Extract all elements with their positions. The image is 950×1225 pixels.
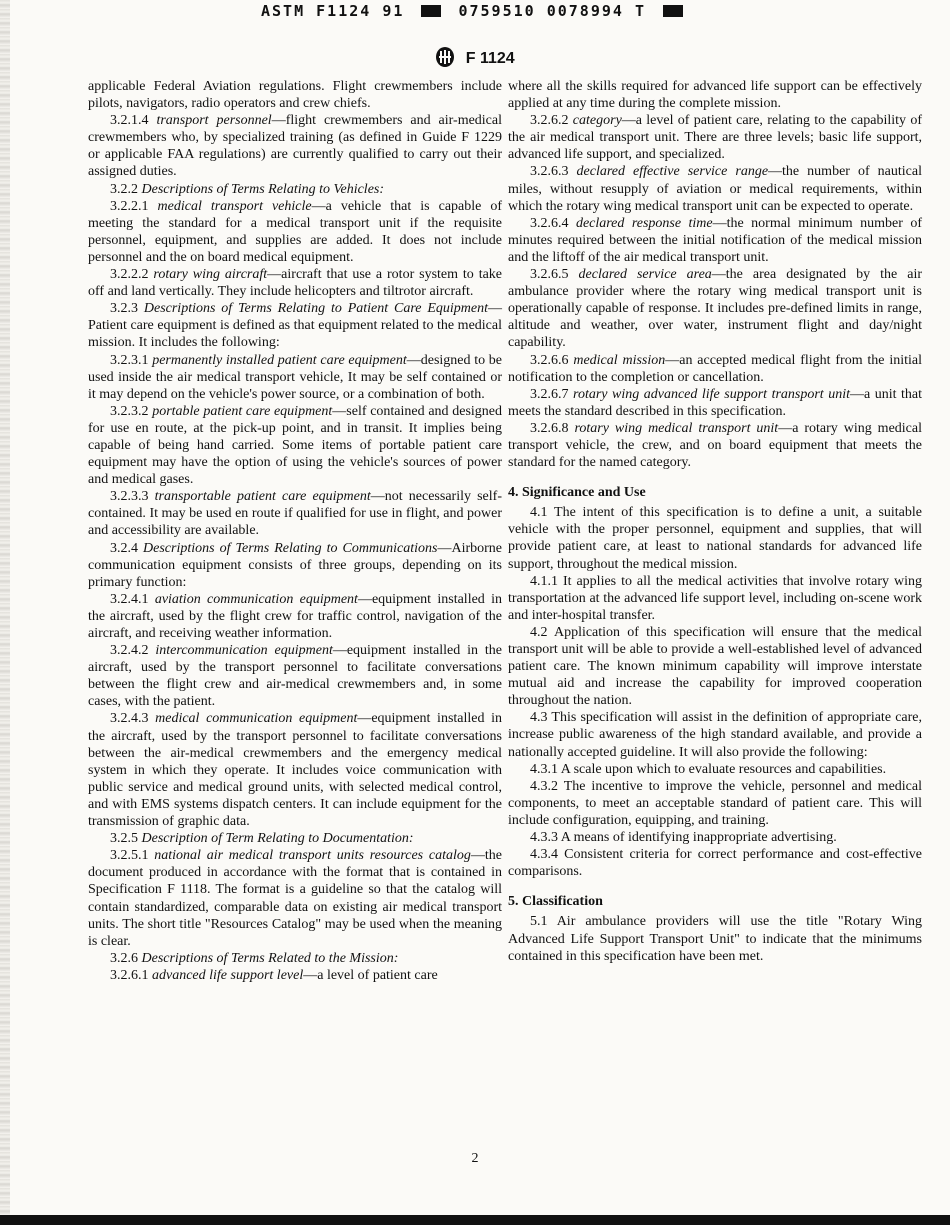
paragraph: applicable Federal Aviation regulations. Flight crewmembers include pilots, navigators, radio operators and crew chiefs. [88, 79, 502, 112]
paragraph: 4.2 Application of this specification will ensure that the medical transport unit will be able to provide a well-established level of advanced patient care. The known minimum capability will improve interstate mutual aid and increase the capability for improved cooperation throughout the nation. [508, 624, 922, 709]
definition-paragraph: 3.2.6.6 medical mission—an accepted medical flight from the initial notification to the completion or cancellation. [508, 352, 923, 385]
section-heading: 5. Classification [508, 894, 603, 910]
definition-paragraph: 3.2.6.7 rotary wing advanced life support transport unit—a unit that meets the standard described in this specification. [508, 386, 923, 419]
definition-paragraph: 3.2.4 Descriptions of Terms Relating to Communications—Airborne communication equipment consists of three groups, depending on its primary function: [88, 540, 502, 590]
definition-paragraph: 3.2.6.3 declared effective service range—the number of nautical miles, without resupply of aviation or medical requirements, within which the rotary wing medical transport unit can be expected to operate. [508, 164, 922, 214]
paragraph: 4.1 The intent of this specification is to define a unit, a suitable vehicle with the proper personnel, equipment and supplies, that will provide patient care, at least to national standards for advanced life support, throughout the medical mission. [508, 505, 922, 572]
definition-paragraph: 3.2.3 Descriptions of Terms Relating to Patient Care Equipment—Patient care equipment is defined as that equipment related to the medical mission. It includes the following: [88, 301, 503, 351]
right-column [508, 78, 922, 965]
definition-paragraph: 3.2.4.1 aviation communication equipment—equipment installed in the aircraft, used by the flight crew for traffic control, navigation of the aircraft, and receiving weather information. [88, 591, 502, 641]
astm-logo-icon [435, 46, 455, 73]
definition-paragraph: 3.2.1.4 transport personnel—flight crewmembers and air-medical crewmembers who, by specialized training (as defined in Guide F 1229 or applicable FAA regulations) are currently qualified to carry out their assigned duties. [88, 113, 502, 180]
paragraph: 4.3.4 Consistent criteria for correct performance and cost-effective comparisons. [508, 847, 922, 880]
definition-paragraph: 3.2.4.2 intercommunication equipment—equipment installed in the aircraft, used by the transport personnel to facilitate conversations between the flight crew and air-medical crewmembers and, in some cases, with the patient. [88, 643, 503, 710]
paragraph: where all the skills required for advanced life support can be effectively applied at any time during the complete mission. [508, 79, 922, 112]
definition-paragraph: 3.2.3.2 portable patient care equipment—self contained and designed for use en route, at the pick-up point, and in transit. It implies being capable of being hand carried. Some items of portable patient care equipment may have the option of using the vehicle's sources of power and medical gases. [88, 403, 503, 488]
definition-paragraph: 3.2.6.8 rotary wing medical transport unit—a rotary wing medical transport vehicle, the crew, and on board equipment that meets the standard for the named category. [508, 420, 922, 471]
subsection-heading: 3.2.2 Descriptions of Terms Relating to Vehicles: [110, 181, 385, 197]
document-reference-line [0, 2, 950, 20]
paragraph: 5.1 Air ambulance providers will use the title "Rotary Wing Advanced Life Support Transport Unit" to indicate that the minimums contained in this specification have been met. [508, 914, 922, 964]
definition-paragraph: 3.2.2.1 medical transport vehicle—a vehicle that is capable of meeting the standard for a medical transport unit if the requisite personnel, equipment, and supplies are added. It does not include personnel and the on board medical equipment. [88, 198, 503, 265]
left-column [88, 78, 502, 984]
subsection-heading: 3.2.5 Description of Term Relating to Documentation: [110, 831, 414, 847]
section-heading: 4. Significance and Use [508, 485, 646, 501]
definition-paragraph: 3.2.5.1 national air medical transport units resources catalog—the document produced in accordance with the format that is contained in Specification F 1118. The format is a guideline so that the catalog will contain standardized, comparable data on existing air medical transport units. The short title "Resources Catalog" may be used when the meaning is clear. [88, 848, 502, 949]
standard-designation: F 1124 [465, 50, 515, 67]
paragraph: 4.3.3 A means of identifying inappropriate advertising. [530, 830, 837, 846]
doc-ref-part2: 0759510 0078994 T [458, 2, 646, 20]
scan-bottom-border [0, 1215, 950, 1225]
definition-paragraph: 3.2.4.3 medical communication equipment—equipment installed in the aircraft, used by the transport personnel to facilitate conversations between the air-medical crewmembers and the emergency medical system in which they operate. It includes voice communication with public service and medical ground units, with selected medical control, and with EMS systems dispatch centers. It can include equipment for the transmission of graphic data. [88, 711, 502, 830]
definition-paragraph: 3.2.6.1 advanced life support level—a level of patient care [110, 967, 438, 983]
definition-paragraph: 3.2.3.1 permanently installed patient care equipment—designed to be used inside the air medical transport vehicle, It may be self contained or it may depend on the vehicle's power source, or a combination of both. [88, 352, 503, 402]
definition-paragraph: 3.2.2.2 rotary wing aircraft—aircraft that use a rotor system to take off and land vertically. They include helicopters and tiltrotor aircraft. [88, 267, 503, 300]
scan-edge-artifact [0, 0, 10, 1225]
definition-paragraph: 3.2.6.5 declared service area—the area designated by the air ambulance provider where the rotary wing medical transport unit is operationally capable of response. It includes pre-defined limits in range, altitude and weather, over water, instrument flight and day/night capability. [508, 267, 923, 351]
page-number: 2 [471, 1151, 479, 1166]
definition-paragraph: 3.2.6.2 category—a level of patient care, relating to the capability of the air medical transport unit. There are three levels; basic life support, advanced life support, and specialized. [508, 113, 922, 163]
subsection-heading: 3.2.6 Descriptions of Terms Related to the Mission: [110, 950, 399, 966]
paragraph: 4.3.1 A scale upon which to evaluate resources and capabilities. [530, 761, 887, 777]
redaction-block [663, 5, 683, 17]
definition-paragraph: 3.2.6.4 declared response time—the normal minimum number of minutes required between the initial notification of the medical mission and the liftoff of the air medical transport unit. [508, 215, 922, 265]
paragraph: 4.3.2 The incentive to improve the vehicle, personnel and medical components, to meet an acceptable standard of patient care. This will include configuration, equipping, and training. [508, 778, 922, 828]
paragraph: 4.1.1 It applies to all the medical activities that involve rotary wing transportation at the advanced life support level, including on-scene work and inter-hospital transfer. [508, 573, 922, 623]
definition-paragraph: 3.2.3.3 transportable patient care equipment—not necessarily self-contained. It may be used en route if qualified for use in flight, and power and accessibility are available. [88, 489, 502, 539]
redaction-block [421, 5, 441, 17]
page-header [0, 46, 950, 73]
paragraph: 4.3 This specification will assist in the definition of appropriate care, increase public awareness of the high standard available, and provide a nationally accepted guideline. It will also provide the following: [508, 710, 922, 760]
doc-ref-part1: ASTM F1124 91 [260, 2, 405, 20]
